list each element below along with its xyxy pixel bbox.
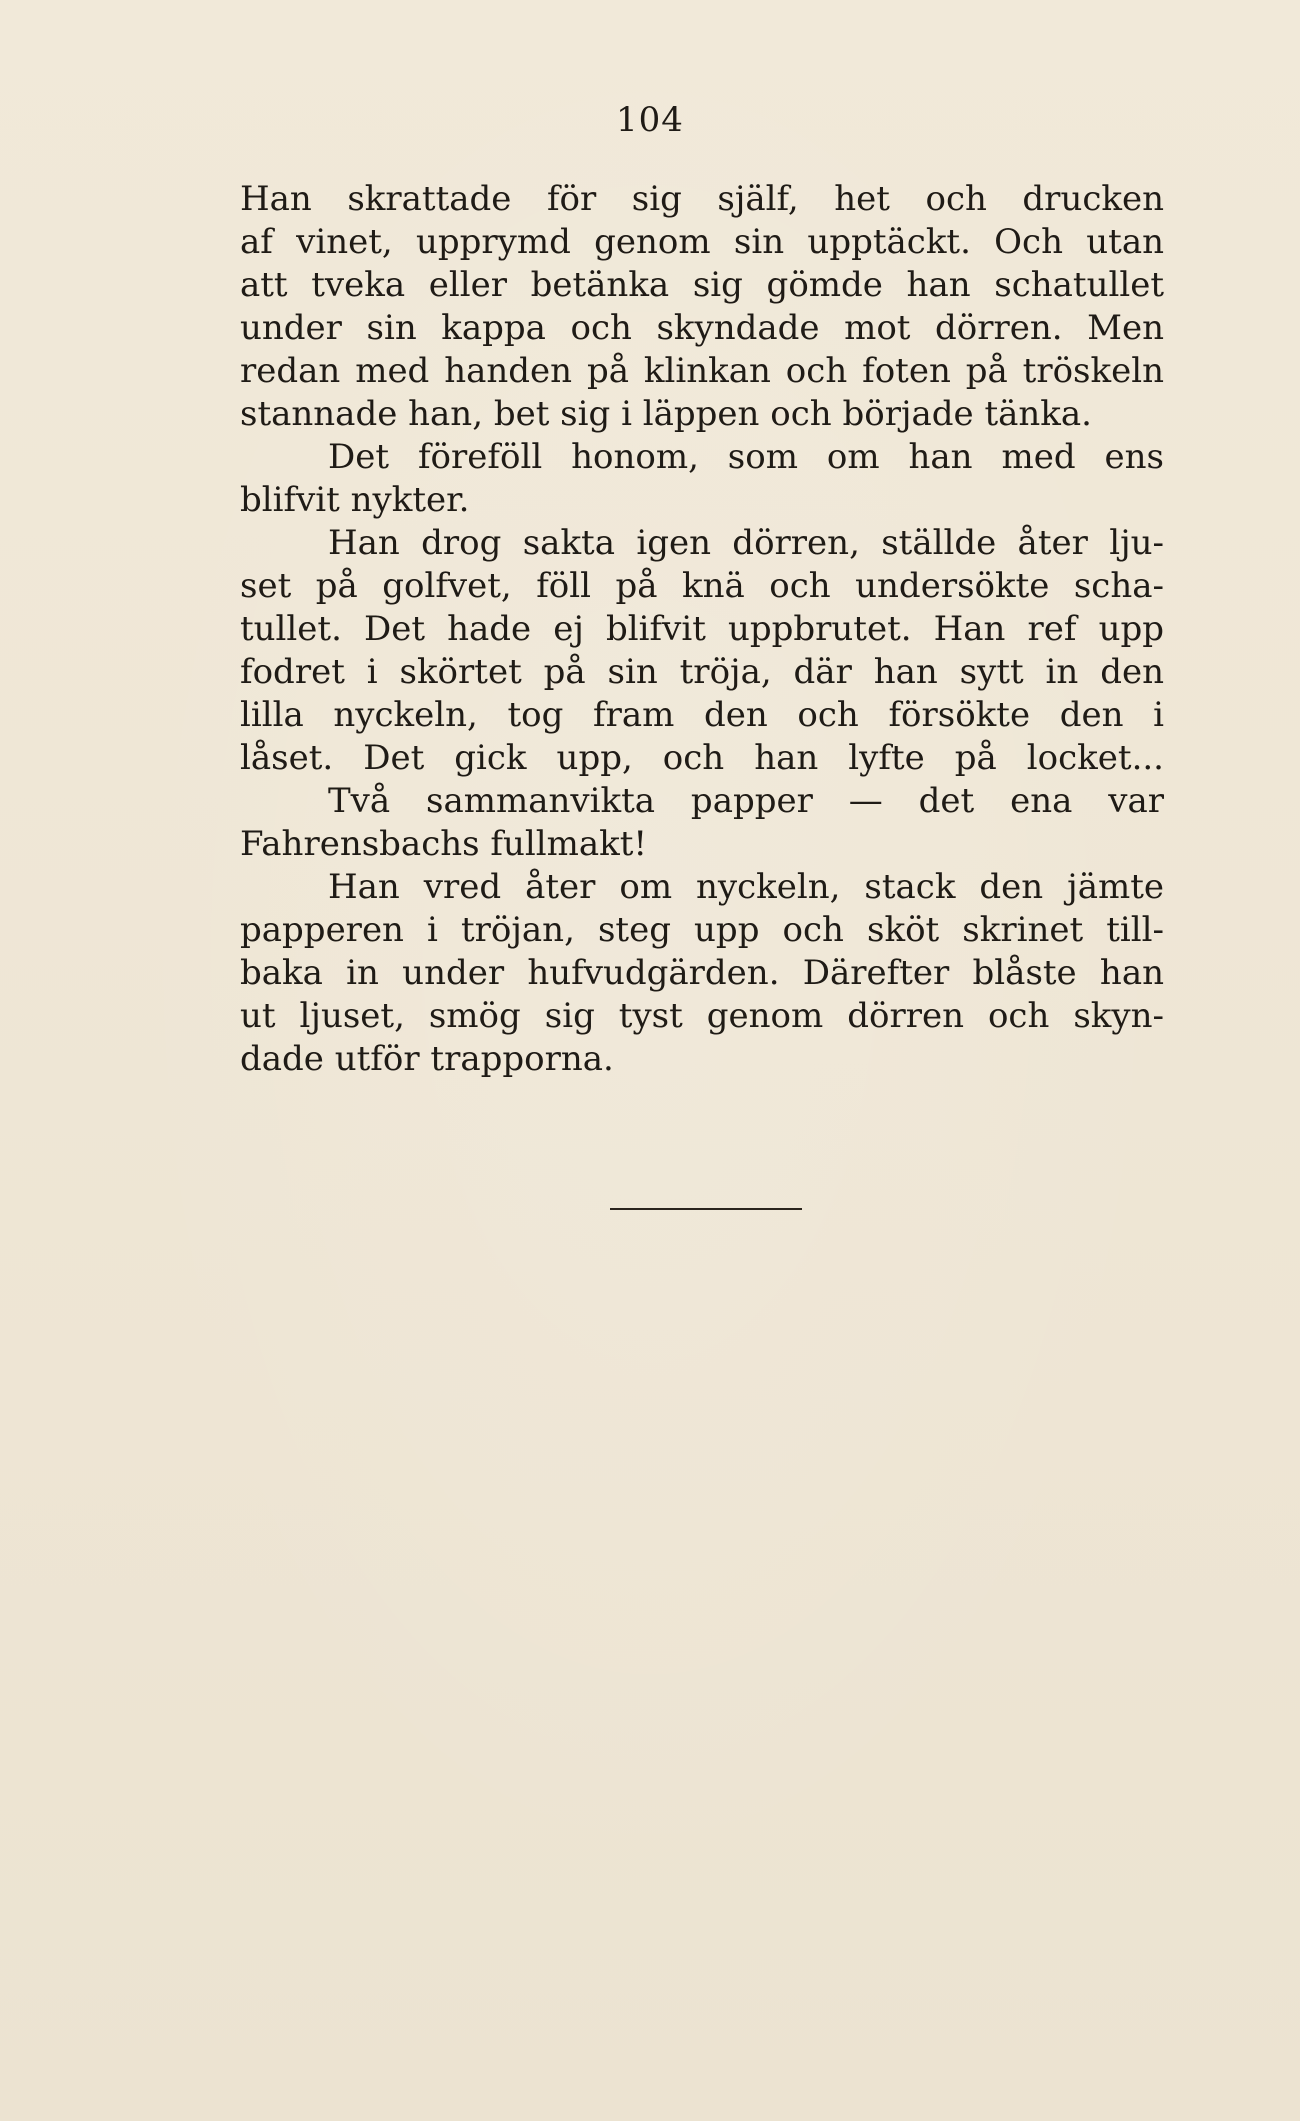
text-line: fodret i skörtet på sin tröja, där han sytt in den <box>240 652 1164 692</box>
text-line: blifvit nykter. <box>240 480 470 520</box>
text-line: baka in under hufvudgärden. Därefter blåste han <box>240 953 1164 993</box>
text-line: låset. Det gick upp, och han lyfte på locket... <box>240 738 1164 778</box>
text-line: Två sammanvikta papper — det ena var <box>328 781 1164 821</box>
text-line: under sin kappa och skyndade mot dörren. Men <box>240 308 1164 348</box>
text-line: set på golfvet, föll på knä och undersökte scha- <box>240 566 1164 606</box>
text-line: Fahrensbachs fullmakt! <box>240 824 648 864</box>
text-line: ut ljuset, smög sig tyst genom dörren och skyn- <box>240 996 1164 1036</box>
page-number: 104 <box>616 100 684 140</box>
text-line: lilla nyckeln, tog fram den och försökte den i <box>240 695 1164 735</box>
text-line: Han vred åter om nyckeln, stack den jämte <box>328 867 1164 907</box>
text-line: papperen i tröjan, steg upp och sköt skrinet till- <box>240 910 1164 950</box>
text-line: dade utför trapporna. <box>240 1039 614 1079</box>
text-line: tullet. Det hade ej blifvit uppbrutet. Han ref upp <box>240 609 1164 649</box>
text-line: stannade han, bet sig i läppen och började tänka. <box>240 394 1092 434</box>
text-line: redan med handen på klinkan och foten på tröskeln <box>240 351 1164 391</box>
text-line: Det föreföll honom, som om han med ens <box>328 437 1164 477</box>
text-line: att tveka eller betänka sig gömde han schatullet <box>240 265 1164 305</box>
section-divider <box>610 1208 802 1210</box>
text-line: af vinet, upprymd genom sin upptäckt. Och utan <box>240 222 1164 262</box>
text-line: Han drog sakta igen dörren, ställde åter lju- <box>328 523 1164 563</box>
text-line: Han skrattade för sig själf, het och drucken <box>240 179 1164 219</box>
body-text <box>240 178 1164 1081</box>
